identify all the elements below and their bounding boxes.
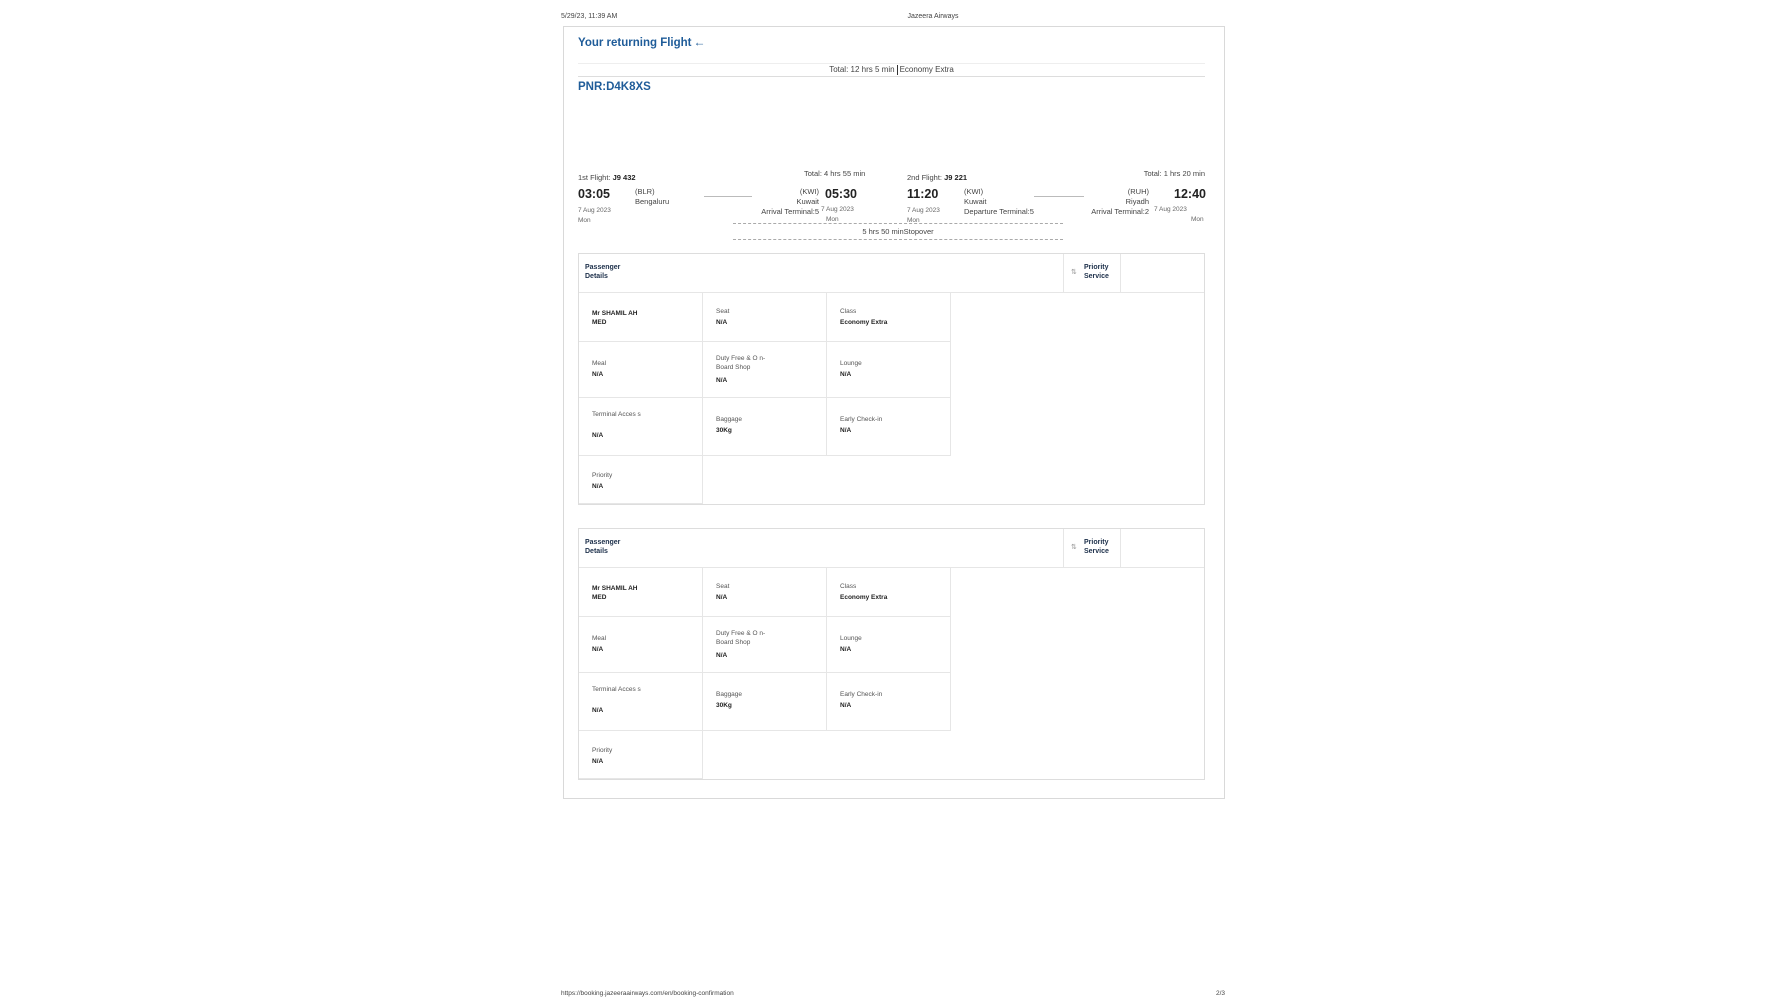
flight1-number: J9 432 — [612, 173, 636, 182]
flight2-arr-terminal: Arrival Terminal:2 — [1091, 207, 1149, 216]
flight1-arr-day: Mon — [826, 216, 839, 223]
meal-cell — [579, 617, 703, 673]
priority-label: Priority — [592, 747, 613, 754]
terminal-access-label: Terminal Acces s — [592, 686, 641, 693]
flight2-number: J9 221 — [944, 173, 968, 182]
duty-free-label: Duty Free & O n-Board Shop — [716, 630, 766, 646]
duty-free-label: Duty Free & O n-Board Shop — [716, 355, 766, 371]
lounge-label: Lounge — [840, 635, 862, 642]
flight2-arr-day: Mon — [1191, 216, 1204, 223]
baggage-cell — [703, 673, 827, 731]
flight1-total: Total: 4 hrs 55 min — [804, 169, 866, 178]
trip-cabin: Economy Extra — [899, 65, 954, 75]
lounge-cell — [827, 342, 951, 398]
trip-total: Total: 12 hrs 5 min — [829, 65, 895, 75]
passenger-details-heading: Passenger Details — [585, 264, 621, 280]
flight2-dep-day: Mon — [907, 217, 920, 224]
meal-value: N/A — [592, 371, 604, 378]
flight1-arr-date: 7 Aug 2023 — [821, 206, 854, 213]
print-site-title: Jazeera Airways — [907, 13, 959, 20]
early-checkin-value: N/A — [840, 427, 852, 434]
baggage-value: 30Kg — [716, 702, 732, 709]
flight1-label-text: 1st Flight: — [578, 173, 613, 182]
stopover-top-line — [733, 223, 1063, 224]
flight2-arr-date: 7 Aug 2023 — [1154, 206, 1187, 213]
flight2-arr-code: (RUH) — [1127, 187, 1149, 196]
early-checkin-label: Early Check-in — [840, 691, 883, 698]
pnr: PNR:D4K8XS — [578, 81, 651, 93]
lounge-cell — [827, 617, 951, 673]
lounge-value: N/A — [840, 646, 852, 653]
priority-service-button[interactable] — [1063, 529, 1121, 567]
flight2-dep-city: Kuwait — [964, 197, 987, 206]
flight2-arr-city: Riyadh — [1125, 197, 1149, 206]
separator — [897, 65, 898, 75]
flight2-dep-date: 7 Aug 2023 — [907, 207, 940, 214]
priority-cell — [579, 731, 703, 779]
duty-free-cell — [703, 342, 827, 398]
passenger-card — [578, 253, 1205, 505]
duty-free-cell — [703, 617, 827, 673]
terminal-access-value: N/A — [592, 707, 604, 714]
passenger-card — [578, 528, 1205, 780]
flight1-dep-code: (BLR) — [635, 187, 655, 196]
flight1-dep-day: Mon — [578, 217, 591, 224]
flight2-dep-time: 11:20 — [907, 187, 939, 201]
flight1-dep-city: Bengaluru — [635, 197, 670, 206]
seat-label: Seat — [716, 583, 730, 590]
meal-cell — [579, 342, 703, 398]
print-url: https://booking.jazeeraairways.com/en/booking-confirmation — [561, 990, 734, 997]
lounge-value: N/A — [840, 371, 852, 378]
flight2-dep-code: (KWI) — [964, 187, 984, 196]
passenger-name-cell — [579, 292, 703, 342]
flight1-dep-time: 03:05 — [578, 187, 610, 201]
passenger-name-cell — [579, 567, 703, 617]
print-page-number: 2/3 — [1216, 990, 1226, 997]
returning-flight-title — [578, 35, 706, 49]
baggage-label: Baggage — [716, 416, 743, 423]
class-label: Class — [840, 583, 857, 590]
early-checkin-label: Early Check-in — [840, 416, 883, 423]
duty-free-value: N/A — [716, 652, 728, 659]
terminal-access-value: N/A — [592, 432, 604, 439]
early-checkin-value: N/A — [840, 702, 852, 709]
passenger-card-header — [579, 254, 1204, 293]
priority-value: N/A — [592, 483, 604, 490]
priority-service-label: Priority Service — [1084, 264, 1109, 280]
class-label: Class — [840, 308, 857, 315]
flight1-arr-code: (KWI) — [799, 187, 819, 196]
arrow-left-icon: ← — [693, 35, 706, 49]
early-checkin-cell — [827, 673, 951, 731]
flight2-label — [907, 173, 967, 182]
flight1-arr-terminal: Arrival Terminal:5 — [761, 207, 819, 216]
lounge-label: Lounge — [840, 360, 862, 367]
priority-value: N/A — [592, 758, 604, 765]
itinerary-page — [563, 26, 1225, 799]
class-value: Economy Extra — [840, 319, 888, 326]
stopover-label: 5 hrs 50 minStopover — [862, 227, 934, 236]
meal-value: N/A — [592, 646, 604, 653]
early-checkin-cell — [827, 398, 951, 456]
swap-icon: ⇅ — [1071, 269, 1077, 276]
terminal-access-cell — [579, 673, 703, 731]
passenger-details-heading: Passenger Details — [585, 539, 621, 555]
passenger-name: Mr SHAMIL AH MED — [592, 310, 638, 326]
flight2-label-text: 2nd Flight: — [907, 173, 945, 182]
swap-icon: ⇅ — [1071, 544, 1077, 551]
seat-value: N/A — [716, 319, 728, 326]
terminal-access-cell — [579, 398, 703, 456]
priority-service-label: Priority Service — [1084, 539, 1109, 555]
trip-summary — [578, 65, 1205, 75]
priority-cell — [579, 456, 703, 504]
flight1-arr-city: Kuwait — [796, 197, 819, 206]
print-datetime: 5/29/23, 11:39 AM — [561, 13, 618, 20]
duty-free-value: N/A — [716, 377, 728, 384]
priority-service-button[interactable] — [1063, 254, 1121, 292]
passenger-card-header — [579, 529, 1204, 568]
seat-value: N/A — [716, 594, 728, 601]
flight2-dep-terminal: Departure Terminal:5 — [964, 207, 1034, 216]
flight1-arr-time: 05:30 — [825, 187, 857, 201]
passenger-name: Mr SHAMIL AH MED — [592, 585, 638, 601]
baggage-cell — [703, 398, 827, 456]
baggage-label: Baggage — [716, 691, 743, 698]
trip-summary-bar — [578, 63, 1205, 77]
stopover-bottom-line — [733, 239, 1063, 240]
flight2-total: Total: 1 hrs 20 min — [1143, 169, 1205, 178]
returning-flight-title-text: Your returning Flight — [578, 37, 692, 49]
flight1-label — [578, 173, 636, 182]
class-value: Economy Extra — [840, 594, 888, 601]
class-cell — [827, 567, 951, 617]
flight1-dep-date: 7 Aug 2023 — [578, 207, 611, 214]
meal-label: Meal — [592, 635, 607, 642]
flight2-arr-time: 12:40 — [1174, 187, 1206, 201]
meal-label: Meal — [592, 360, 607, 367]
seat-cell — [703, 567, 827, 617]
terminal-access-label: Terminal Acces s — [592, 411, 641, 418]
baggage-value: 30Kg — [716, 427, 732, 434]
seat-label: Seat — [716, 308, 730, 315]
priority-label: Priority — [592, 472, 613, 479]
seat-cell — [703, 292, 827, 342]
class-cell — [827, 292, 951, 342]
